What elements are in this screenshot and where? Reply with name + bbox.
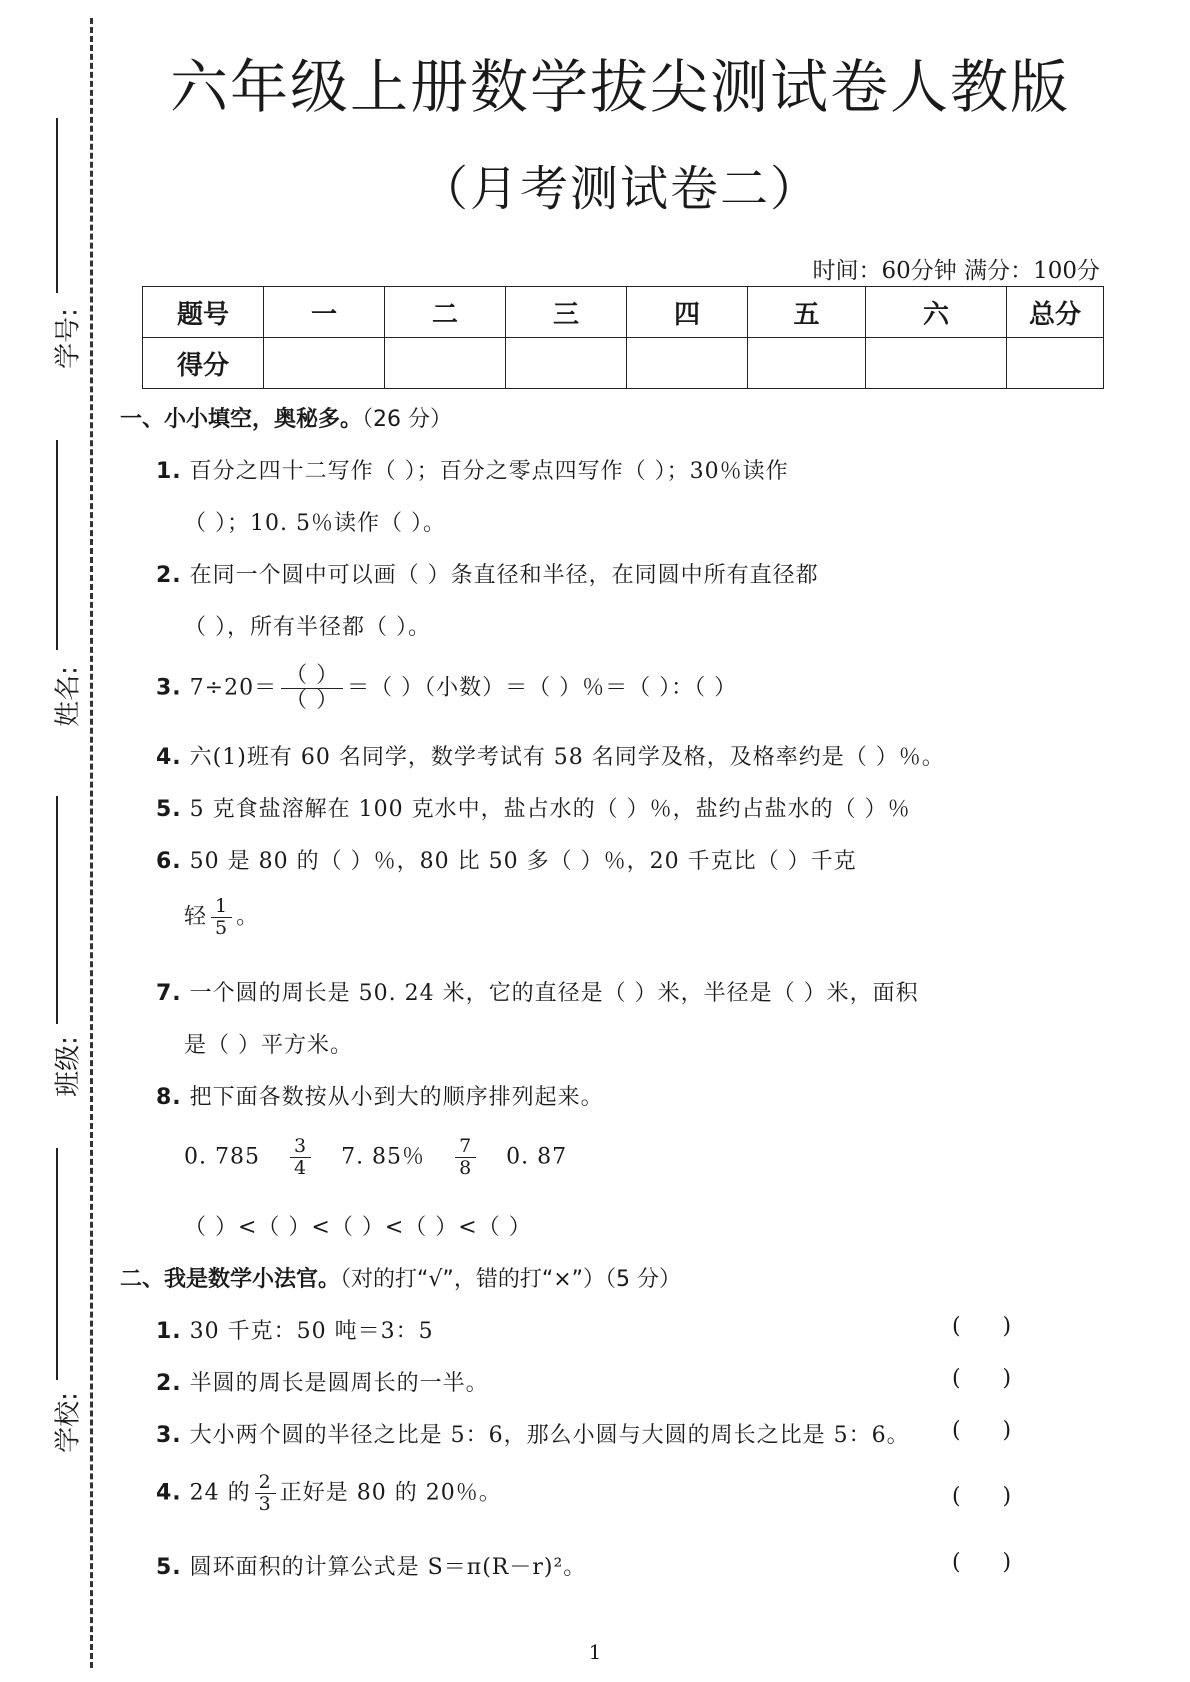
question-number: 4.: [156, 1480, 182, 1506]
question-number: 6.: [156, 849, 182, 874]
question-text: 30 千克：50 吨＝3：5: [189, 1319, 434, 1344]
question-text: ＝（ ）（小数）＝（ ）％＝（ ）：（ ）: [347, 675, 738, 701]
question-number: 7.: [156, 981, 182, 1006]
score-input-cell[interactable]: [866, 338, 1007, 389]
question-text: 7÷20＝: [189, 675, 278, 701]
judge-question-1: [156, 1314, 434, 1345]
judge-question-4: [156, 1472, 502, 1515]
name-line: [56, 440, 58, 650]
question-number: 3.: [156, 1423, 182, 1448]
score-cell: 得分: [143, 338, 264, 389]
question-1-line-1: [156, 454, 789, 485]
question-text: 圆环面积的计算公式是 S＝π(R－r)²。: [189, 1555, 587, 1580]
question-text: 六(1)班有 60 名同学，数学考试有 58 名同学及格，及格率约是（ ）％。: [189, 745, 945, 770]
question-number: 1.: [156, 1319, 182, 1344]
judge-question-5: [156, 1550, 586, 1581]
question-2-line-1: [156, 558, 819, 589]
number-item: 0. 87: [506, 1144, 568, 1170]
fraction-denominator: 5: [215, 916, 229, 939]
answer-bracket[interactable]: ( ): [952, 1418, 1012, 1443]
question-8-answer: （ ）<（ ）<（ ）<（ ）<（ ）: [184, 1215, 532, 1240]
fraction: [290, 1136, 311, 1179]
score-input-cell[interactable]: [1007, 338, 1104, 389]
question-5: [156, 792, 911, 823]
question-text: 轻: [184, 904, 208, 930]
fraction-numerator: 1: [211, 896, 232, 918]
student-id-label: 学号:: [53, 308, 84, 369]
fraction: [211, 896, 232, 939]
section-2-note: （对的打“√”，错的打“×”）（5 分）: [340, 1267, 682, 1292]
score-input-cell[interactable]: [385, 338, 506, 389]
question-2-line-2: （ ），所有半径都（ ）。: [184, 615, 431, 640]
question-text: 24 的: [189, 1480, 251, 1506]
score-value-row: [143, 338, 1104, 389]
question-number: 3.: [156, 675, 182, 701]
question-number: 4.: [156, 745, 182, 770]
score-cell: 二: [385, 287, 506, 338]
judge-question-2: [156, 1366, 489, 1397]
score-cell: 四: [627, 287, 748, 338]
fraction-denominator: （ ）: [285, 688, 340, 714]
question-6-line-1: [156, 844, 857, 875]
question-number: 5.: [156, 1555, 182, 1580]
score-input-cell[interactable]: [264, 338, 385, 389]
score-cell: 三: [506, 287, 627, 338]
section-2-heading: [120, 1262, 681, 1293]
fraction-blank: [281, 664, 343, 713]
question-text: 半圆的周长是圆周长的一半。: [189, 1371, 489, 1396]
question-number: 2.: [156, 563, 182, 588]
answer-bracket[interactable]: ( ): [952, 1550, 1012, 1575]
score-header-row: [143, 287, 1104, 338]
number-item: 7. 85％: [341, 1144, 426, 1170]
question-1-line-2: （ ）；10. 5％读作（ ）。: [184, 511, 446, 536]
judge-question-3: [156, 1418, 910, 1449]
question-text: 一个圆的周长是 50. 24 米，它的直径是（ ）米，半径是（ ）米，面积: [189, 981, 919, 1006]
fraction-denominator: 8: [459, 1156, 473, 1179]
school-label: 学校:: [53, 1392, 84, 1453]
question-number: 8.: [156, 1085, 182, 1110]
question-text: 大小两个圆的半径之比是 5：6，那么小圆与大圆的周长之比是 5：6。: [189, 1423, 910, 1448]
question-3: [156, 664, 737, 713]
section-1-points: （26 分）: [362, 407, 453, 432]
score-input-cell[interactable]: [627, 338, 748, 389]
question-6-line-2: [184, 896, 259, 939]
question-text: 5 克食盐溶解在 100 克水中，盐占水的（ ）％，盐约占盐水的（ ）％: [189, 797, 911, 822]
score-input-cell[interactable]: [748, 338, 866, 389]
question-7-line-2: 是（ ）平方米。: [184, 1033, 353, 1058]
exam-meta: 时间：60分钟 满分：100分: [812, 258, 1100, 284]
fraction-denominator: 4: [293, 1156, 308, 1179]
question-number: 2.: [156, 1371, 182, 1396]
cut-line: [90, 18, 93, 1668]
question-text: 在同一个圆中可以画（ ）条直径和半径，在同圆中所有直径都: [189, 563, 819, 588]
fraction-numerator: 3: [290, 1136, 311, 1158]
number-item: 0. 785: [184, 1144, 260, 1170]
score-table: [142, 286, 1104, 389]
fraction: [255, 1472, 276, 1515]
page-title: 六年级上册数学拔尖测试卷人教版: [169, 53, 1070, 121]
question-text: 。: [236, 904, 260, 930]
fraction-numerator: 2: [255, 1472, 276, 1494]
class-line: [56, 796, 58, 1024]
fraction-denominator: 3: [258, 1492, 272, 1515]
answer-bracket[interactable]: ( ): [952, 1366, 1012, 1391]
score-cell: 六: [866, 287, 1007, 338]
fraction: [455, 1136, 476, 1179]
question-8: [156, 1080, 604, 1111]
answer-bracket[interactable]: ( ): [952, 1314, 1012, 1339]
class-label: 班级:: [53, 1036, 84, 1097]
page-number: 1: [588, 1640, 602, 1664]
question-number: 5.: [156, 797, 182, 822]
page-subtitle: （月考测试卷二）: [419, 161, 820, 217]
question-4: [156, 740, 945, 771]
question-text: 百分之四十二写作（ ）；百分之零点四写作（ ）；30％读作: [189, 459, 789, 484]
question-number: 1.: [156, 459, 182, 484]
fraction-numerator: 7: [455, 1136, 476, 1158]
student-id-line: [56, 118, 58, 293]
question-7-line-1: [156, 976, 919, 1007]
score-input-cell[interactable]: [506, 338, 627, 389]
question-8-numbers: [184, 1136, 567, 1179]
fraction-numerator: （ ）: [281, 664, 343, 689]
question-text: 正好是 80 的 20％。: [279, 1480, 502, 1506]
school-line: [56, 1148, 58, 1380]
answer-bracket[interactable]: ( ): [952, 1484, 1012, 1509]
score-cell: 五: [748, 287, 866, 338]
name-label: 姓名:: [53, 666, 84, 727]
score-cell: 一: [264, 287, 385, 338]
section-1-heading: [120, 402, 452, 433]
score-cell: 总分: [1007, 287, 1104, 338]
question-text: 把下面各数按从小到大的顺序排列起来。: [189, 1085, 604, 1110]
section-1-title: 一、小小填空，奥秘多。: [120, 407, 363, 432]
question-text: 50 是 80 的（ ）％，80 比 50 多（ ）％，20 千克比（ ）千克: [189, 849, 857, 874]
section-2-title: 二、我是数学小法官。: [120, 1267, 341, 1292]
score-cell: 题号: [143, 287, 264, 338]
